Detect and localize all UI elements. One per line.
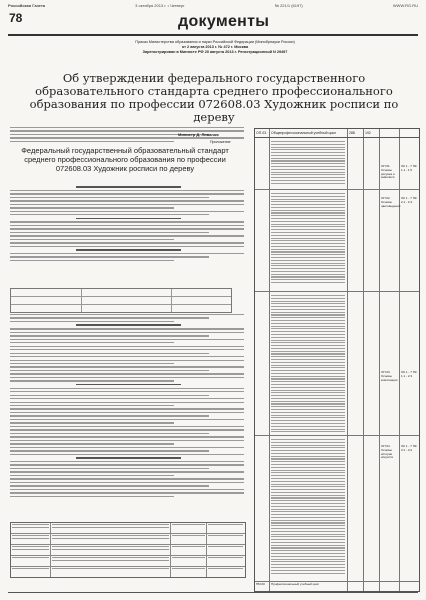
row-1-content	[271, 141, 345, 186]
order-date-number: от 2 августа 2013 г. № 472 г. Москва	[181, 45, 249, 49]
order-header	[40, 40, 390, 55]
table-1	[10, 288, 232, 313]
row-code: ОП.03.	[256, 131, 268, 135]
page-number: 78	[9, 11, 23, 25]
order-issuer: Приказ Министерства образования и науки Российской Федерации (Минобрнауки России)	[135, 40, 295, 44]
curriculum-table	[254, 128, 420, 592]
issue-date: 3 октября 2013 г. • Четверг	[135, 3, 185, 8]
competence-3: ОК 1 - 7 ПК 1.1 - 2.3	[401, 370, 417, 378]
masthead	[8, 3, 418, 10]
discipline-code-1: ОП.01. Основы рисунка и живописи	[381, 164, 395, 180]
footer-divider	[8, 592, 418, 593]
row-3-content	[271, 295, 345, 434]
table-2	[10, 522, 246, 578]
bottom-row-code: ПМ.00	[256, 582, 265, 586]
discipline-code-3: ОП.03. Основы композиции	[381, 370, 398, 382]
order-registration: Зарегистрирован в Минюсте РФ 20 августа 2013 г. Регистрационный N 29497	[142, 50, 288, 54]
section-1-text	[10, 186, 244, 263]
row-2-content	[271, 193, 345, 285]
curriculum-header-row	[255, 129, 419, 138]
row-4-content	[271, 439, 345, 575]
competence-4: ОК 1 - 7 ПК 3.1 - 3.2	[401, 444, 417, 452]
signer: Министр Д. Ливанов	[178, 132, 219, 137]
document-headline: Об утверждении федерального государственного образовательного стандарта среднего профессионального образования по профессии 072608.03 Художник росписи по дереву	[29, 71, 399, 124]
row-hours-max: 288	[349, 131, 355, 135]
competence-1: ОК 1 - 7 ПК 1.1 - 1.5	[401, 164, 417, 172]
row-hours-class: 192	[365, 131, 371, 135]
standard-title: Федеральный государственный образовательный стандарт среднего профессионального образования по профессии 072608.03 Художник росписи по дереву	[21, 146, 229, 173]
discipline-code-4: ОП.04. Основы истории искусств	[381, 444, 393, 460]
issue-number: № 221/1 (6197)	[274, 3, 303, 8]
section-divider	[8, 34, 418, 36]
competence-2: ОК 1 - 7 ПК 2.1 - 2.3	[401, 196, 417, 204]
site-url: WWW.RG.RU	[392, 3, 418, 8]
section-3-text	[10, 314, 244, 499]
appendix-label: Приложение	[210, 140, 231, 144]
discipline-code-2: ОП.02. Основы цветоведения	[381, 196, 401, 208]
row-title: Общепрофессиональный учебный цикл	[271, 131, 337, 135]
section-title: документы	[178, 13, 270, 30]
newspaper-brand: Российская Газета	[8, 3, 46, 8]
bottom-row-title: Профессиональный учебный цикл	[271, 582, 320, 586]
